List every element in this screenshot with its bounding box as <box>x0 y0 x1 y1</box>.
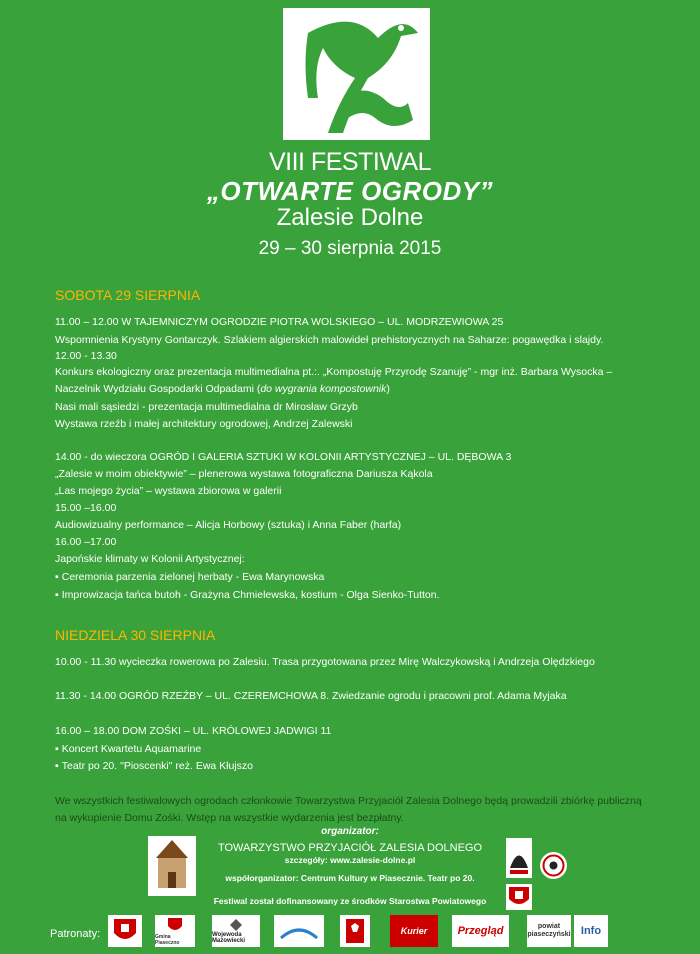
festival-location: Zalesie Dolne <box>276 204 424 231</box>
sat-event-line-text: Naczelnik Wydziału Gospodarki Odpadami ( <box>55 383 261 395</box>
patron-gmina: Gmina Piaseczno <box>155 915 195 947</box>
sat-event-line: Konkurs ekologiczny oraz prezentacja multimedialna pt.:. „Kompostuję Przyrodę Szanuję” - mgr inż. Barbara Wysocka – <box>55 366 613 378</box>
organizer-details: szczegóły: www.zalesie-dolne.pl <box>284 855 416 865</box>
sat-event-line: 11.00 – 12.00 W TAJEMNICZYM OGRODZIE PIOTRA WOLSKIEGO – UL. MODRZEWIOWA 25 <box>55 316 504 328</box>
sat-event-line: Wspomnienia Krystyny Gontarczyk. Szlakiem algierskich malowideł prehistorycznych na Saharze: pogawędka i slajdy. <box>55 334 604 346</box>
festival-logo <box>283 8 430 140</box>
festival-dates: 29 – 30 sierpnia 2015 <box>258 238 442 259</box>
patron-kurier: Kurier <box>390 915 438 947</box>
starostwo-crest <box>506 884 532 910</box>
sat-event-line <box>55 383 390 395</box>
patron-wojewoda: Wojewoda Mazowiecki <box>212 915 260 947</box>
sat-event-line: Audiowizualny performance – Alicja Horbowy (sztuka) i Anna Faber (harfa) <box>55 519 402 531</box>
patron-poland-eagle-icon <box>340 915 370 947</box>
festival-title: „OTWARTE OGRODY” <box>206 176 494 206</box>
sat-event-line-paren: ) <box>386 383 390 395</box>
sat-event-line: 16.00 –17.00 <box>55 536 117 548</box>
organizer-name: TOWARZYSTWO PRZYJACIÓŁ ZALESIA DOLNEGO <box>217 842 483 854</box>
sat-event-line: „Zalesie w moim obiektywie” – plenerowa wystawa fotograficzna Dariusza Kąkola <box>55 468 433 480</box>
sat-event-line: Japońskie klimaty w Kolonii Artystycznej: <box>55 553 245 565</box>
teatr-logo <box>506 838 532 878</box>
sunday-heading: NIEDZIELA 30 SIERPNIA <box>55 627 216 643</box>
centrum-kultury-logo <box>540 852 567 879</box>
sat-event-bullet: ▪ Improwizacja tańca butoh - Grażyna Chmielewska, kostium - Olga Sienko-Tutton. <box>55 589 440 601</box>
coorganizer: współorganizator: Centrum Kultury w Piasecznie. Teatr po 20. <box>225 873 475 883</box>
sun-event-bullet: ▪ Koncert Kwartetu Aquamarine <box>55 743 201 755</box>
sun-event-line: 16.00 – 18.00 DOM ZOŚKI – UL. KRÓLOWEJ JADWIGI 11 <box>55 725 332 737</box>
sun-event-line: 11.30 - 14.00 OGRÓD RZEŹBY – UL. CZEREMCHOWA 8. Zwiedzanie ogrodu i pracowni prof. Adama Myjaka <box>55 690 567 702</box>
patrons-label: Patronaty: <box>50 928 101 940</box>
sat-event-line: 14.00 - do wieczora OGRÓD I GALERIA SZTUKI W KOLONII ARTYSTYCZNEJ – UL. DĘBOWA 3 <box>55 451 512 463</box>
fundraising-note: We wszystkich festiwalowych ogrodach członkowie Towarzystwa Przyjaciół Zalesia Dolnego będą prowadzili zbiórkę publiczną na wykupienie Domu Zośki. Wstęp na wszystkie wydarzenia jest bezpłatny. <box>55 795 642 824</box>
patron-przeglad: Przegląd <box>452 915 509 947</box>
sat-event-line: „Las mojego życia” – wystawa zbiorowa w galerii <box>55 485 282 497</box>
festival-edition: VIII FESTIWAL <box>268 148 432 176</box>
patron-crest-icon <box>108 915 142 947</box>
patron-mazowsze-logo <box>274 915 324 947</box>
funding-note: Festiwal został dofinansowany ze środków Starostwa Powiatowego <box>213 896 487 906</box>
sun-event-bullet: ▪ Teatr po 20. "Pioscenki" reż. Ewa Kłujszo <box>55 760 253 772</box>
sat-event-line: Nasi mali sąsiedzi - prezentacja multimedialna dr Mirosław Grzyb <box>55 401 358 413</box>
sat-event-line: 12.00 - 13.30 <box>55 350 117 362</box>
patron-powiat: powiat piaseczyński <box>527 915 571 947</box>
dom-zoski-logo <box>148 836 196 896</box>
sat-event-line: 15.00 –16.00 <box>55 502 117 514</box>
sun-event-line: 10.00 - 11.30 wycieczka rowerowa po Zalesiu. Trasa przygotowana przez Mirę Walczykowską i Andrzeja Olędzkiego <box>55 656 595 668</box>
sat-event-line: Wystawa rzeźb i małej architektury ogrodowej, Andrzej Zalewski <box>55 418 353 430</box>
organizer-label: organizator: <box>321 826 379 837</box>
sat-event-bullet: ▪ Ceremonia parzenia zielonej herbaty - Ewa Marynowska <box>55 571 324 583</box>
patron-info: Info <box>574 915 608 947</box>
sat-event-line-prize: do wygrania kompostownik <box>260 383 387 395</box>
saturday-heading: SOBOTA 29 SIERPNIA <box>55 287 201 303</box>
